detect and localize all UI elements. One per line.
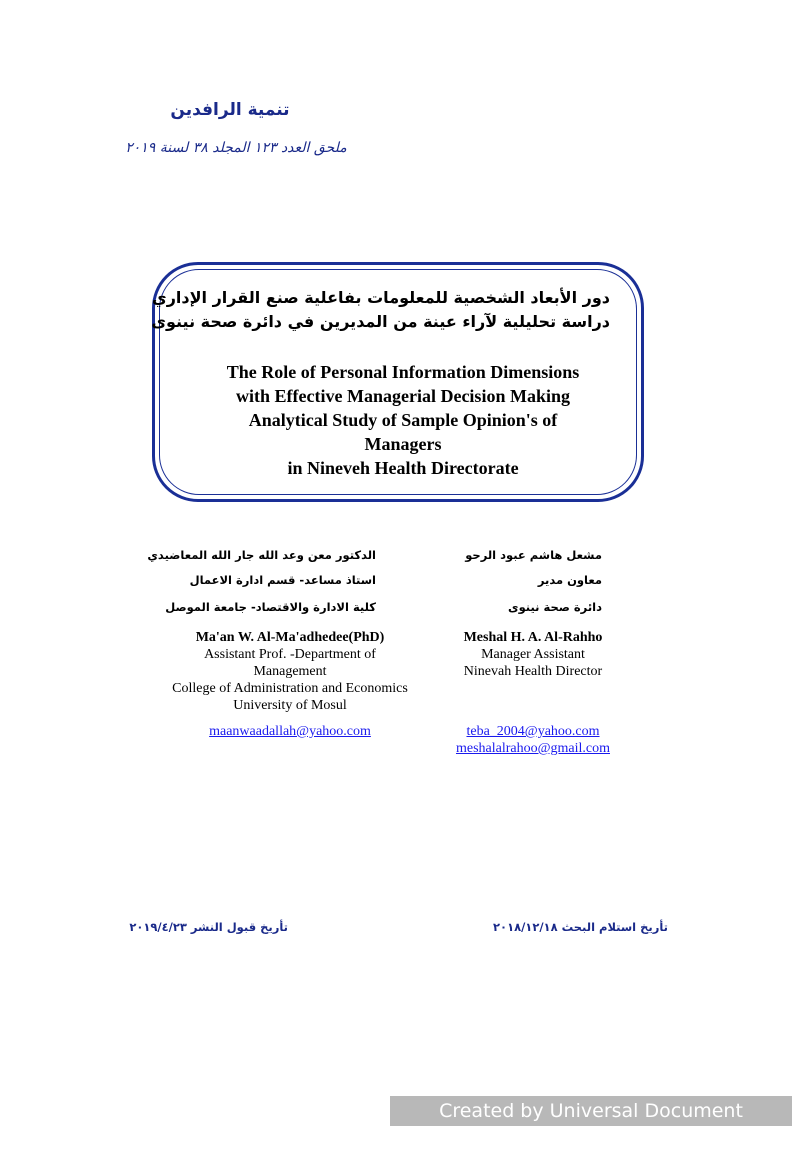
- journal-name: تنمية الرافدين: [170, 100, 290, 120]
- author-left-block: [150, 630, 430, 714]
- arabic-title-line-1: دور الأبعاد الشخصية للمعلومات بفاعلية صنع القرار الإداري: [152, 288, 610, 307]
- author-left-email-link[interactable]: maanwaadallah@yahoo.com: [209, 724, 371, 739]
- author-left-arabic-name: الدكتور معن وعد الله جار الله المعاضيدي: [147, 548, 376, 562]
- english-title-line-2: with Effective Managerial Decision Making: [236, 386, 570, 406]
- date-received: تأريخ استلام البحث ٢٠١٨/١٢/١٨: [493, 920, 668, 934]
- english-title-line-5: in Nineveh Health Directorate: [287, 458, 519, 478]
- author-right-arabic-name: مشعل هاشم عبود الرحو: [465, 548, 602, 562]
- english-title: [200, 360, 606, 480]
- author-left-line-3: College of Administration and Economics: [172, 681, 408, 696]
- author-right-line-1: Manager Assistant: [481, 647, 585, 662]
- english-title-line-3: Analytical Study of Sample Opinion's of: [248, 410, 558, 430]
- author-right-arabic-position: معاون مدير: [537, 573, 602, 587]
- author-left-arabic-position: استاذ مساعد- قسم ادارة الاعمال: [189, 573, 376, 587]
- journal-issue: ملحق العدد ١٢٣ المجلد ٣٨ لسنة ٢٠١٩: [125, 140, 347, 156]
- date-accepted: تأريخ قبول النشر ٢٠١٩/٤/٢٣: [129, 920, 288, 934]
- english-title-line-1: The Role of Personal Information Dimensions: [226, 362, 580, 382]
- author-right-block: [448, 630, 618, 680]
- author-left-line-4: University of Mosul: [233, 698, 347, 713]
- author-right-arabic-affiliation: دائرة صحة نينوى: [508, 600, 602, 614]
- author-left-arabic-affiliation: كلية الادارة والاقتصاد- جامعة الموصل: [165, 600, 376, 614]
- english-title-line-4: Managers: [364, 434, 442, 454]
- author-right-name: Meshal H. A. Al-Rahho: [463, 630, 603, 645]
- author-left-name: Ma'an W. Al-Ma'adhedee(PhD): [195, 630, 385, 645]
- author-right-line-2: Ninevah Health Director: [463, 664, 603, 679]
- author-left-line-2: Management: [253, 664, 327, 679]
- author-right-email-link-2[interactable]: meshalalrahoo@gmail.com: [455, 741, 610, 756]
- author-left-line-1: Assistant Prof. -Department of: [204, 647, 376, 662]
- author-right-email-link-1[interactable]: teba_2004@yahoo.com: [466, 724, 600, 739]
- converter-watermark: Created by Universal Document Converter: [390, 1096, 792, 1126]
- arabic-title-line-2: دراسة تحليلية لآراء عينة من المديرين في دائرة صحة نينوى: [151, 312, 610, 331]
